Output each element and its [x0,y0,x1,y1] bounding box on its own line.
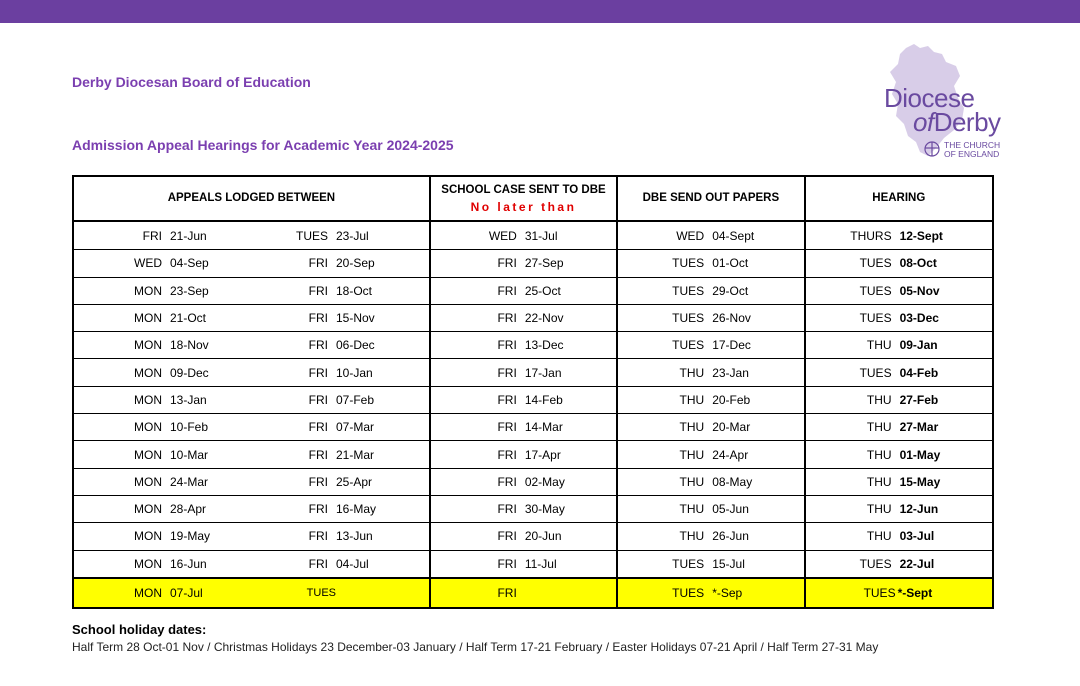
school-case-day: FRI [497,447,517,462]
school-case-day: FRI [497,556,517,571]
dbe-papers-cell [617,550,804,578]
dbe-papers-cell [617,414,804,441]
from-day: WED [134,256,162,271]
table-row [73,277,993,304]
hearing-cell [805,277,993,304]
dbe-papers-cell [617,250,804,277]
appeals-lodged-cell [73,277,430,304]
appeal-schedule-table [72,175,994,609]
to-day: FRI [308,474,328,489]
to-day: FRI [308,529,328,544]
dbe-papers-day: TUES [672,283,705,298]
table-row [73,221,993,250]
dbe-papers-date: 29-Oct [712,283,749,298]
school-case-day: FRI [497,529,517,544]
school-case-date: 14-Mar [524,420,563,435]
table-row [73,468,993,495]
table-row-highlighted [73,578,993,608]
dbe-papers-date: *-Sep [712,585,743,600]
from-date: 16-Jun [170,556,207,571]
to-date: 07-Mar [336,420,375,435]
school-case-date: 17-Jan [524,365,562,380]
school-case-day: FRI [497,585,517,600]
header-hearing: HEARING [805,176,993,221]
from-date: 10-Mar [170,447,209,462]
table-row [73,441,993,468]
from-date: 07-Jul [170,585,203,600]
hearing-day: TUES [859,556,892,571]
dbe-papers-day: THU [679,392,705,407]
dbe-papers-cell [617,578,804,608]
to-day: FRI [308,502,328,517]
dbe-papers-date: 05-Jun [712,502,749,517]
table-row [73,523,993,550]
hearing-day: TUES [859,311,892,326]
hearing-date: 15-May [899,474,941,489]
from-day: MON [134,392,162,407]
school-case-cell [430,468,617,495]
dbe-papers-day: TUES [672,556,705,571]
hearing-date: 03-Jul [899,529,935,544]
dbe-papers-cell [617,221,804,250]
hearing-day: TUES [859,283,892,298]
to-day: FRI [308,447,328,462]
to-day: TUES [306,586,336,599]
dbe-papers-date: 08-May [712,474,753,489]
to-day: FRI [308,420,328,435]
appeals-lodged-cell [73,468,430,495]
school-case-date: 25-Oct [524,283,561,298]
to-day: FRI [308,338,328,353]
hearing-cell [805,221,993,250]
dbe-papers-cell [617,386,804,413]
to-day: FRI [308,365,328,380]
dbe-papers-day: THU [679,420,705,435]
hearing-day: TUES [859,365,892,380]
to-date: 20-Sep [336,256,375,271]
hearing-day: THU [866,392,892,407]
to-day: FRI [308,392,328,407]
dbe-papers-date: 24-Apr [712,447,749,462]
header-school-case: SCHOOL CASE SENT TO DBE No later than [430,176,617,221]
from-day: MON [134,420,162,435]
dbe-papers-date: 23-Jan [712,365,749,380]
from-day: FRI [142,229,162,244]
appeals-lodged-cell [73,523,430,550]
to-date: 23-Jul [336,229,369,244]
dbe-papers-day: TUES [672,338,705,353]
header-dbe-papers: DBE SEND OUT PAPERS [617,176,804,221]
hearing-date: 27-Feb [899,392,939,407]
school-case-day: FRI [497,311,517,326]
hearing-day: THU [866,338,892,353]
hearing-date: 08-Oct [899,256,937,271]
dbe-papers-day: TUES [672,585,705,600]
dbe-papers-cell [617,495,804,522]
from-date: 09-Dec [170,365,209,380]
dbe-papers-date: 17-Dec [712,338,751,353]
dbe-papers-day: THU [679,365,705,380]
from-day: MON [134,556,162,571]
diocese-logo [880,42,1020,164]
table-row [73,359,993,386]
church-of-england-text: THE CHURCH OF ENGLAND [944,140,1001,159]
from-date: 21-Jun [170,229,207,244]
from-date: 04-Sep [170,256,209,271]
organisation-title: Derby Diocesan Board of Education [72,74,311,90]
dbe-papers-day: TUES [672,256,705,271]
holiday-dates-title: School holiday dates: [72,622,207,637]
school-case-cell [430,250,617,277]
hearing-cell [805,386,993,413]
hearing-cell [805,332,993,359]
hearing-date: 03-Dec [899,311,939,326]
table-row [73,386,993,413]
from-date: 23-Sep [170,283,209,298]
hearing-date: 27-Mar [899,420,939,435]
top-color-bar [0,0,1080,23]
school-case-cell [430,441,617,468]
hearing-date: 01-May [899,447,941,462]
dbe-papers-date: 26-Jun [712,529,749,544]
holiday-dates-text: Half Term 28 Oct-01 Nov / Christmas Holidays 23 December-03 January / Half Term 17-21 February / Easter Holidays 07-21 April / Half Term 27-31 May [72,640,879,654]
appeals-lodged-cell [73,578,430,608]
to-date: 15-Nov [336,311,375,326]
from-day: MON [134,502,162,517]
hearing-cell [805,441,993,468]
dbe-papers-cell [617,441,804,468]
from-date: 28-Apr [170,502,207,517]
school-case-cell [430,550,617,578]
school-case-cell [430,414,617,441]
dbe-papers-day: THU [679,447,705,462]
hearing-date: 12-Sept [899,229,943,244]
school-case-date: 17-Apr [524,447,561,462]
hearing-date: 04-Feb [899,365,939,380]
dbe-papers-cell [617,468,804,495]
to-day: FRI [308,256,328,271]
school-case-cell [430,221,617,250]
table-row [73,414,993,441]
hearing-date: 22-Jul [899,556,935,571]
school-case-date: 20-Jun [524,529,562,544]
hearing-day: THU [866,529,892,544]
school-case-day: FRI [497,338,517,353]
appeals-lodged-cell [73,332,430,359]
hearing-cell [805,468,993,495]
school-case-date: 02-May [524,474,565,489]
from-date: 19-May [170,529,211,544]
school-case-date: 27-Sep [524,256,564,271]
appeals-lodged-cell [73,250,430,277]
table-row [73,495,993,522]
dbe-papers-cell [617,359,804,386]
dbe-papers-cell [617,332,804,359]
hearing-cell [805,304,993,331]
appeals-lodged-cell [73,550,430,578]
appeals-lodged-cell [73,221,430,250]
dbe-papers-date: 15-Jul [712,556,745,571]
dbe-papers-date: 20-Feb [712,392,751,407]
school-case-day: FRI [497,256,517,271]
school-case-day: WED [488,229,517,244]
dbe-papers-cell [617,277,804,304]
appeals-lodged-cell [73,441,430,468]
dbe-papers-day: THU [679,502,705,517]
dbe-papers-day: THU [679,529,705,544]
from-day: MON [134,447,162,462]
to-day: FRI [308,311,328,326]
school-case-cell [430,495,617,522]
from-date: 21-Oct [170,311,207,326]
hearing-day: TUES [859,256,892,271]
header-appeals-lodged: APPEALS LODGED BETWEEN [73,176,430,221]
appeals-lodged-cell [73,359,430,386]
hearing-date: *-Sept [897,585,933,600]
table-row [73,250,993,277]
to-day: FRI [308,283,328,298]
hearing-cell [805,523,993,550]
from-date: 10-Feb [170,420,209,435]
church-cross-icon [924,141,940,157]
school-case-date: 22-Nov [524,311,564,326]
school-case-cell [430,359,617,386]
hearing-day: THURS [850,229,892,244]
hearing-day: TUES [863,585,896,600]
from-date: 13-Jan [170,392,207,407]
from-day: MON [134,529,162,544]
dbe-papers-cell [617,523,804,550]
school-case-day: FRI [497,365,517,380]
to-date: 25-Apr [336,474,373,489]
school-case-cell [430,304,617,331]
from-day: MON [134,474,162,489]
from-date: 24-Mar [170,474,209,489]
from-date: 18-Nov [170,338,209,353]
to-date: 13-Jun [336,529,373,544]
table-row [73,304,993,331]
from-day: MON [134,283,162,298]
document-title: Admission Appeal Hearings for Academic Year 2024-2025 [72,137,454,153]
hearing-cell [805,250,993,277]
logo-diocese-text: Diocese [884,83,975,113]
hearing-cell [805,359,993,386]
to-date: 18-Oct [336,283,373,298]
to-day: FRI [308,556,328,571]
appeals-lodged-cell [73,386,430,413]
no-later-than-note: No later than [470,199,577,214]
hearing-cell [805,550,993,578]
to-date: 21-Mar [336,447,375,462]
hearing-cell [805,414,993,441]
from-day: MON [134,365,162,380]
table-row [73,332,993,359]
school-case-cell [430,332,617,359]
school-case-cell [430,578,617,608]
school-case-cell [430,386,617,413]
to-date: 16-May [336,502,377,517]
dbe-papers-date: 01-Oct [712,256,749,271]
school-case-date: 31-Jul [524,229,558,244]
school-case-date: 30-May [524,502,565,517]
school-case-date: 14-Feb [524,392,563,407]
from-day: MON [134,338,162,353]
school-case-day: FRI [497,392,517,407]
logo-of-derby-text: ofDerby [913,107,1001,137]
to-date: 04-Jul [336,556,369,571]
hearing-day: THU [866,447,892,462]
hearing-date: 09-Jan [899,338,938,353]
hearing-date: 05-Nov [899,283,940,298]
table-header-row [73,176,993,221]
hearing-date: 12-Jun [899,502,939,517]
school-case-day: FRI [497,474,517,489]
school-case-date: 13-Dec [524,338,564,353]
from-day: MON [134,311,162,326]
table-row [73,550,993,578]
school-case-day: FRI [497,502,517,517]
appeals-lodged-cell [73,414,430,441]
appeals-lodged-cell [73,304,430,331]
to-date: 10-Jan [336,365,373,380]
to-day: TUES [295,229,328,244]
hearing-cell [805,495,993,522]
school-case-day: FRI [497,420,517,435]
dbe-papers-day: WED [676,229,705,244]
hearing-cell [805,578,993,608]
hearing-day: THU [866,420,892,435]
dbe-papers-day: THU [679,474,705,489]
dbe-papers-date: 20-Mar [712,420,751,435]
to-date: 06-Dec [336,338,375,353]
appeals-lodged-cell [73,495,430,522]
school-case-date: 11-Jul [524,556,557,571]
hearing-day: THU [866,502,892,517]
school-case-cell [430,277,617,304]
dbe-papers-date: 26-Nov [712,311,751,326]
school-case-cell [430,523,617,550]
dbe-papers-date: 04-Sept [712,229,755,244]
from-day: MON [134,585,162,600]
school-case-day: FRI [497,283,517,298]
dbe-papers-cell [617,304,804,331]
dbe-papers-day: TUES [672,311,705,326]
to-date: 07-Feb [336,392,375,407]
hearing-day: THU [866,474,892,489]
